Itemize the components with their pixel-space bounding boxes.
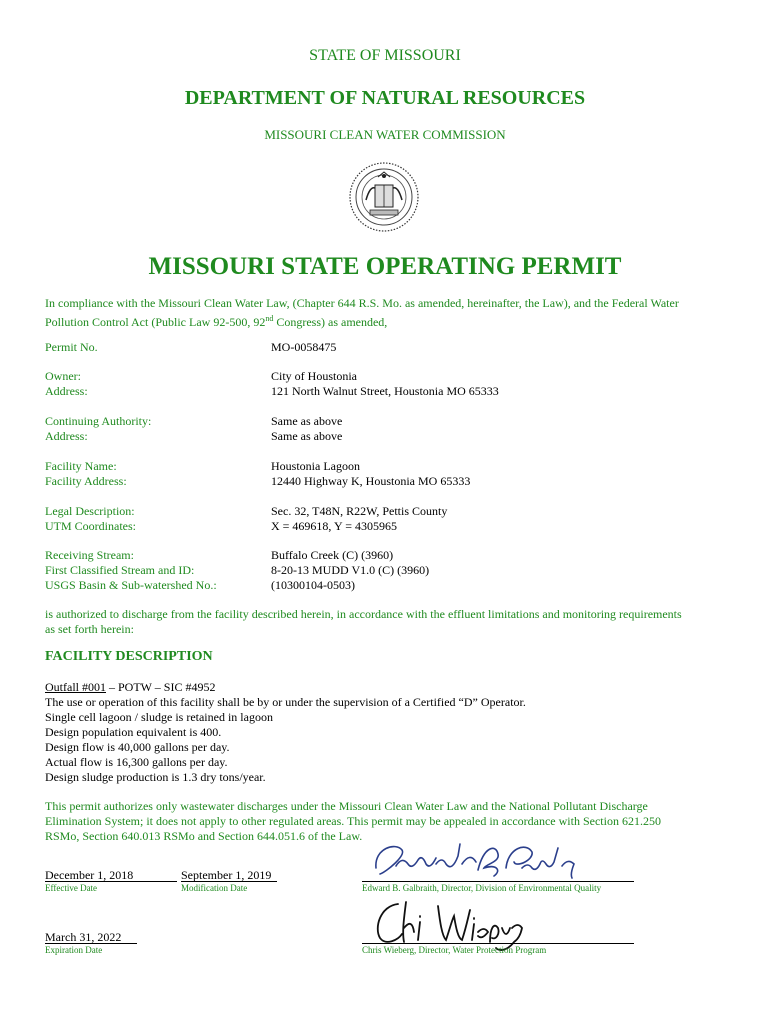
authorization-line-2: as set forth herein:: [45, 622, 134, 636]
receiving-stream-label: Receiving Stream:: [45, 548, 134, 562]
owner-address-label: Address:: [45, 384, 88, 398]
facility-description-body: [45, 680, 526, 785]
outfall-label: Outfall #001: [45, 680, 106, 694]
notice-line-3: RSMo, Section 640.013 RSMo and Section 644.051.6 of the Law.: [45, 829, 363, 843]
description-line: Design flow is 40,000 gallons per day.: [45, 740, 230, 754]
intro-line-2-end: Congress) as amended,: [273, 315, 388, 329]
continuing-authority-value: Same as above: [271, 414, 343, 428]
facility-description-lines: [45, 695, 526, 785]
expiration-date-label: Expiration Date: [45, 945, 103, 955]
notice-line-2: Elimination System; it does not apply to other regulated areas. This permit may be appealed in accordance with Section 621.250: [45, 814, 661, 828]
wieberg-signature-line: [362, 943, 634, 944]
facility-address-label: Facility Address:: [45, 474, 127, 488]
receiving-stream-value: Buffalo Creek (C) (3960): [271, 548, 394, 562]
modification-date-label: Modification Date: [181, 883, 248, 893]
first-classified-stream-label: First Classified Stream and ID:: [45, 563, 195, 577]
intro-line-2-text: Pollution Control Act (Public Law 92-500, 92: [45, 315, 266, 329]
authorization-line-1: is authorized to discharge from the facility described herein, in accordance with the effluent limitations and monitoring requirements: [45, 607, 682, 621]
authorization-paragraph: [45, 607, 725, 637]
usgs-basin-value: (10300104-0503): [271, 578, 355, 592]
galbraith-signer: Edward B. Galbraith, Director, Division of Environmental Quality: [362, 883, 602, 893]
outfall-type: – POTW – SIC #4952: [106, 680, 216, 694]
utm-coordinates-value: X = 469618, Y = 4305965: [271, 519, 397, 533]
outfall-line: [45, 680, 526, 695]
effective-date-label: Effective Date: [45, 883, 98, 893]
intro-line-2: [45, 311, 725, 330]
permit-no-label: Permit No.: [45, 340, 98, 354]
continuing-address-value: Same as above: [271, 429, 343, 443]
facility-description-heading: FACILITY DESCRIPTION: [45, 649, 213, 664]
commission-heading: MISSOURI CLEAN WATER COMMISSION: [264, 127, 506, 142]
state-heading: STATE OF MISSOURI: [309, 47, 461, 64]
owner-label: Owner:: [45, 369, 81, 383]
permit-title: MISSOURI STATE OPERATING PERMIT: [148, 253, 622, 280]
legal-description-value: Sec. 32, T48N, R22W, Pettis County: [271, 504, 448, 518]
facility-name-label: Facility Name:: [45, 459, 117, 473]
facility-address-value: 12440 Highway K, Houstonia MO 65333: [271, 474, 471, 488]
description-line: Design population equivalent is 400.: [45, 725, 222, 739]
wieberg-signer: Chris Wieberg, Director, Water Protection Program: [362, 945, 547, 955]
expiration-date-value: March 31, 2022: [45, 930, 122, 944]
department-heading: DEPARTMENT OF NATURAL RESOURCES: [184, 87, 586, 109]
permit-no-value: MO-0058475: [271, 340, 337, 354]
modification-date-line: [181, 881, 277, 882]
missouri-state-seal-icon: [348, 160, 420, 235]
description-line: Single cell lagoon / sludge is retained in lagoon: [45, 710, 273, 724]
notice-line-1: This permit authorizes only wastewater discharges under the Missouri Clean Water Law and the National Pollutant Discharge: [45, 799, 648, 813]
continuing-authority-label: Continuing Authority:: [45, 414, 152, 428]
utm-coordinates-label: UTM Coordinates:: [45, 519, 136, 533]
legal-description-label: Legal Description:: [45, 504, 135, 518]
effective-date-line: [45, 881, 177, 882]
intro-superscript: nd: [265, 314, 274, 323]
facility-name-value: Houstonia Lagoon: [271, 459, 360, 473]
continuing-address-label: Address:: [45, 429, 88, 443]
usgs-basin-label: USGS Basin & Sub-watershed No.:: [45, 578, 217, 592]
owner-value: City of Houstonia: [271, 369, 357, 383]
first-classified-stream-value: 8-20-13 MUDD V1.0 (C) (3960): [271, 563, 430, 577]
galbraith-signature-line: [362, 881, 634, 882]
intro-line-1: In compliance with the Missouri Clean Water Law, (Chapter 644 R.S. Mo. as amended, hereinafter, the Law), and the Federal Water: [45, 296, 679, 310]
description-line: Actual flow is 16,300 gallons per day.: [45, 755, 228, 769]
description-line: Design sludge production is 1.3 dry tons/year.: [45, 770, 266, 784]
galbraith-signature-icon: [366, 838, 586, 884]
expiration-date-line: [45, 943, 137, 944]
owner-address-value: 121 North Walnut Street, Houstonia MO 65333: [271, 384, 499, 398]
intro-paragraph: [45, 296, 725, 330]
effective-date-value: December 1, 2018: [45, 868, 134, 882]
description-line: The use or operation of this facility shall be by or under the supervision of a Certified “D” Operator.: [45, 695, 526, 709]
modification-date-value: September 1, 2019: [181, 868, 272, 882]
